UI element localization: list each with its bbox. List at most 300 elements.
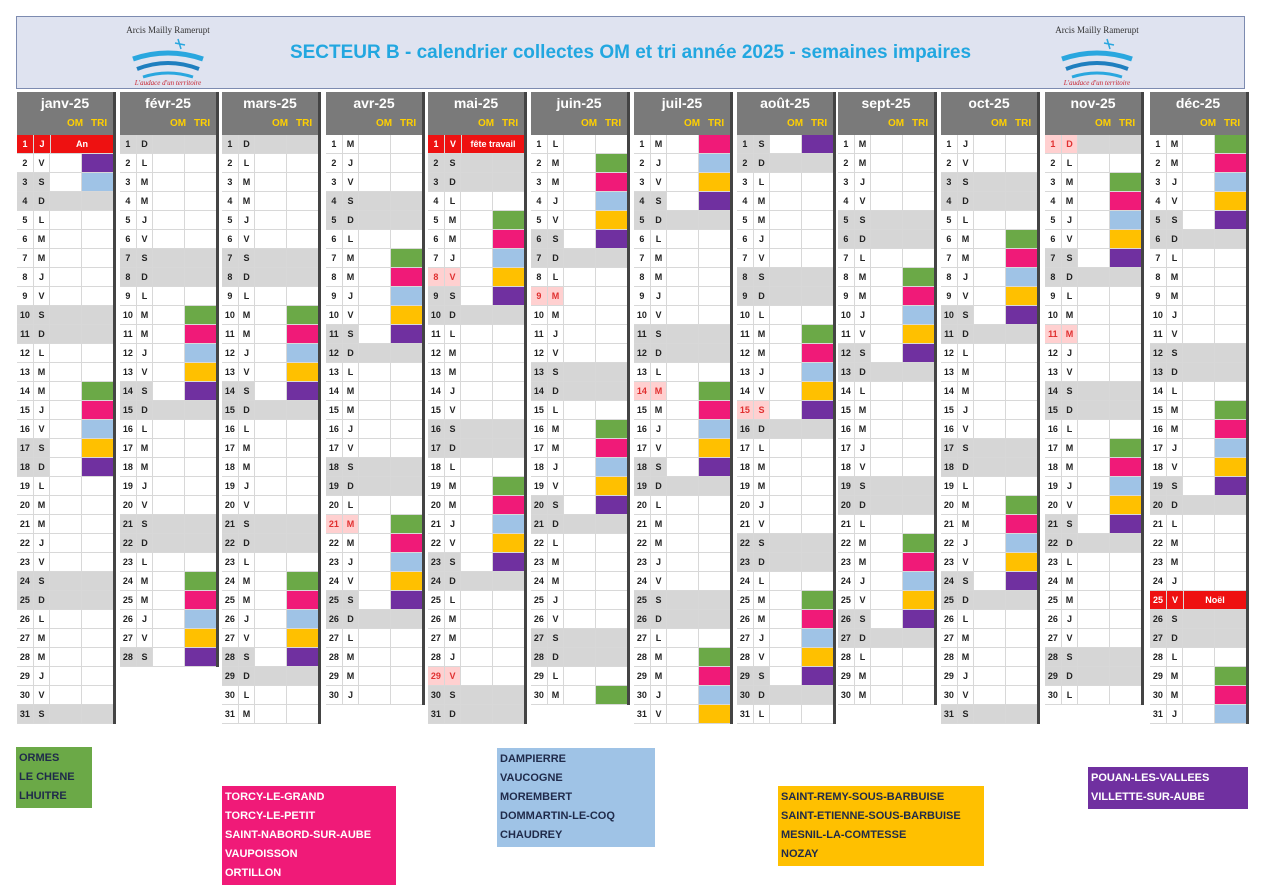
- day-letter: D: [34, 192, 51, 210]
- collection-cell: [770, 344, 801, 362]
- day-letter: D: [958, 192, 975, 210]
- tri-cell: [802, 686, 833, 704]
- day-letter: M: [239, 173, 256, 191]
- day-number: 31: [222, 705, 239, 723]
- collection-cell: [564, 477, 595, 495]
- tri-cell: [493, 610, 524, 628]
- day-letter: D: [137, 135, 154, 153]
- day-number: 5: [120, 211, 137, 229]
- day-letter: L: [651, 629, 668, 647]
- day-row: [531, 135, 627, 154]
- collection-cell: [770, 211, 801, 229]
- tri-cell: [185, 458, 216, 476]
- tri-cell: [1110, 591, 1141, 609]
- tri-cell: [1006, 154, 1037, 172]
- tri-cell: [802, 610, 833, 628]
- collection-cell: [1183, 173, 1214, 191]
- day-letter: M: [958, 382, 975, 400]
- day-letter: D: [1062, 667, 1079, 685]
- day-number: 29: [17, 667, 34, 685]
- collection-cell: [461, 591, 492, 609]
- day-row: [634, 135, 730, 154]
- collection-cell: [564, 230, 595, 248]
- collection-cell: [50, 154, 81, 172]
- day-number: 6: [531, 230, 548, 248]
- tri-cell: [903, 382, 934, 400]
- tri-cell: [287, 268, 318, 286]
- day-letter: M: [137, 591, 154, 609]
- day-row: [1150, 325, 1246, 344]
- day-row: [428, 686, 524, 705]
- collection-cell: [1183, 648, 1214, 666]
- collection-cell: [461, 667, 492, 685]
- tri-cell: [391, 249, 422, 267]
- tri-cell: [287, 401, 318, 419]
- collection-cell: [564, 401, 595, 419]
- day-row: [428, 173, 524, 192]
- day-row: [634, 591, 730, 610]
- day-number: 10: [428, 306, 445, 324]
- day-letter: L: [239, 553, 256, 571]
- collection-cell: [50, 686, 81, 704]
- collection-cell: [461, 629, 492, 647]
- day-number: 28: [634, 648, 651, 666]
- collection-cell: [50, 534, 81, 552]
- day-row: [1045, 173, 1141, 192]
- month-subheader: [1150, 115, 1246, 135]
- day-row: [838, 173, 934, 192]
- day-number: 20: [1150, 496, 1167, 514]
- day-letter: L: [1167, 515, 1184, 533]
- day-row: [1150, 667, 1246, 686]
- tri-cell: [903, 306, 934, 324]
- tri-cell: [903, 325, 934, 343]
- day-letter: D: [1062, 268, 1079, 286]
- collection-cell: [667, 648, 698, 666]
- collection-cell: [153, 344, 184, 362]
- collection-cell: [461, 515, 492, 533]
- day-letter: M: [343, 534, 360, 552]
- day-row: [120, 249, 216, 268]
- day-row: [531, 154, 627, 173]
- tri-cell: [699, 363, 730, 381]
- collection-cell: [871, 686, 902, 704]
- legend-yellow: [778, 786, 984, 866]
- day-letter: M: [343, 382, 360, 400]
- collection-cell: [871, 610, 902, 628]
- day-number: 6: [428, 230, 445, 248]
- tri-cell: [185, 268, 216, 286]
- tri-cell: [903, 553, 934, 571]
- tri-cell: [903, 135, 934, 153]
- day-row: [222, 477, 318, 496]
- day-letter: M: [1062, 173, 1079, 191]
- collection-cell: [1183, 325, 1214, 343]
- collection-cell: [871, 572, 902, 590]
- tri-cell: [1006, 610, 1037, 628]
- tri-cell: [1215, 230, 1246, 248]
- day-row: [1045, 572, 1141, 591]
- day-row: [531, 534, 627, 553]
- tri-cell: [903, 268, 934, 286]
- collection-cell: [871, 173, 902, 191]
- day-number: 9: [941, 287, 958, 305]
- day-number: 30: [531, 686, 548, 704]
- tri-cell: [185, 629, 216, 647]
- day-letter: M: [651, 401, 668, 419]
- day-letter: L: [754, 306, 771, 324]
- tri-cell: [1215, 211, 1246, 229]
- month-title: févr-25: [120, 92, 216, 115]
- day-number: 26: [941, 610, 958, 628]
- day-row: [941, 249, 1037, 268]
- tri-cell: [1006, 629, 1037, 647]
- month-title: juin-25: [531, 92, 627, 115]
- day-letter: M: [239, 325, 256, 343]
- collection-cell: [564, 515, 595, 533]
- collection-cell: [461, 553, 492, 571]
- day-row: [737, 325, 833, 344]
- collection-cell: [770, 173, 801, 191]
- day-row: [428, 572, 524, 591]
- collection-cell: [461, 420, 492, 438]
- day-letter: S: [651, 458, 668, 476]
- day-letter: M: [651, 515, 668, 533]
- day-letter: M: [651, 648, 668, 666]
- day-letter: J: [855, 439, 872, 457]
- tri-cell: [802, 534, 833, 552]
- day-letter: V: [651, 439, 668, 457]
- tri-cell: [287, 572, 318, 590]
- collection-cell: [1183, 667, 1214, 685]
- tri-cell: [82, 629, 113, 647]
- day-letter: M: [343, 135, 360, 153]
- day-letter: L: [855, 382, 872, 400]
- day-letter: S: [34, 306, 51, 324]
- day-row: [838, 477, 934, 496]
- collection-cell: [359, 648, 390, 666]
- tri-cell: [82, 401, 113, 419]
- day-number: 17: [326, 439, 343, 457]
- tri-cell: [493, 382, 524, 400]
- day-letter: J: [343, 287, 360, 305]
- day-row: [120, 325, 216, 344]
- day-letter: M: [1062, 572, 1079, 590]
- day-letter: D: [239, 534, 256, 552]
- tri-cell: [391, 230, 422, 248]
- day-number: 30: [222, 686, 239, 704]
- collection-cell: [871, 629, 902, 647]
- day-row: [17, 401, 113, 420]
- day-number: 27: [1045, 629, 1062, 647]
- day-letter: L: [137, 287, 154, 305]
- day-row: [326, 306, 422, 325]
- tri-cell: [802, 477, 833, 495]
- day-letter: S: [239, 648, 256, 666]
- day-number: 4: [941, 192, 958, 210]
- day-row: [222, 325, 318, 344]
- day-letter: S: [754, 667, 771, 685]
- legend-commune: VAUCOGNE: [500, 772, 563, 784]
- collection-cell: [564, 648, 595, 666]
- collection-cell: [1078, 629, 1109, 647]
- day-row: [1045, 496, 1141, 515]
- day-number: 12: [1045, 344, 1062, 362]
- tri-cell: [391, 458, 422, 476]
- day-letter: J: [855, 306, 872, 324]
- day-row: [222, 591, 318, 610]
- day-number: 3: [634, 173, 651, 191]
- day-letter: S: [239, 515, 256, 533]
- tri-cell: [1215, 534, 1246, 552]
- collection-cell: [770, 420, 801, 438]
- day-number: 13: [1150, 363, 1167, 381]
- day-row: [941, 135, 1037, 154]
- tri-cell: [1215, 610, 1246, 628]
- day-row: [634, 458, 730, 477]
- day-number: 19: [1150, 477, 1167, 495]
- tri-cell: [493, 686, 524, 704]
- tri-cell: [82, 230, 113, 248]
- day-number: 14: [17, 382, 34, 400]
- day-letter: M: [34, 496, 51, 514]
- day-number: 4: [838, 192, 855, 210]
- tri-cell: [802, 325, 833, 343]
- collection-cell: [564, 382, 595, 400]
- day-row: [737, 306, 833, 325]
- tri-cell: [287, 610, 318, 628]
- day-letter: D: [855, 629, 872, 647]
- day-row: [737, 648, 833, 667]
- day-row: [1045, 268, 1141, 287]
- day-row: [634, 344, 730, 363]
- day-letter: M: [651, 249, 668, 267]
- tri-cell: [802, 553, 833, 571]
- tri-cell: [596, 667, 627, 685]
- collection-cell: [1183, 553, 1214, 571]
- tri-cell: [287, 173, 318, 191]
- day-number: 1: [531, 135, 548, 153]
- tri-cell: [1110, 401, 1141, 419]
- day-row: [428, 477, 524, 496]
- tri-cell: [493, 667, 524, 685]
- tri-cell: [1215, 249, 1246, 267]
- day-row: [838, 382, 934, 401]
- day-number: 15: [326, 401, 343, 419]
- tri-cell: [1006, 401, 1037, 419]
- day-letter: L: [754, 173, 771, 191]
- day-row: [737, 572, 833, 591]
- day-number: 28: [326, 648, 343, 666]
- tri-cell: [802, 591, 833, 609]
- day-letter: S: [548, 230, 565, 248]
- day-row: [941, 572, 1037, 591]
- collection-cell: [974, 230, 1005, 248]
- day-number: 7: [1150, 249, 1167, 267]
- day-letter: J: [445, 249, 462, 267]
- day-letter: J: [445, 382, 462, 400]
- day-number: 13: [222, 363, 239, 381]
- day-letter: V: [958, 686, 975, 704]
- collection-cell: [461, 496, 492, 514]
- day-number: 22: [838, 534, 855, 552]
- day-row: [531, 211, 627, 230]
- day-row: [17, 287, 113, 306]
- day-letter: J: [548, 192, 565, 210]
- tri-cell: [1215, 363, 1246, 381]
- day-number: 22: [120, 534, 137, 552]
- day-number: 30: [326, 686, 343, 704]
- tri-cell: [596, 173, 627, 191]
- tri-cell: [185, 192, 216, 210]
- tri-cell: [1006, 363, 1037, 381]
- collection-cell: [255, 306, 286, 324]
- collection-cell: [359, 268, 390, 286]
- collection-cell: [153, 382, 184, 400]
- tri-cell: [802, 401, 833, 419]
- tri-cell: [699, 401, 730, 419]
- day-number: 10: [17, 306, 34, 324]
- tri-label: TRI: [708, 118, 725, 129]
- day-row: [838, 135, 934, 154]
- day-letter: J: [1167, 705, 1184, 723]
- collection-cell: [461, 382, 492, 400]
- tri-cell: [287, 686, 318, 704]
- collection-cell: [564, 629, 595, 647]
- day-row: [326, 686, 422, 705]
- day-number: 21: [737, 515, 754, 533]
- day-letter: V: [548, 477, 565, 495]
- column-shadow: [934, 92, 937, 705]
- day-row: [531, 439, 627, 458]
- day-letter: M: [137, 192, 154, 210]
- collection-cell: [667, 686, 698, 704]
- day-row: [428, 401, 524, 420]
- day-row: [17, 496, 113, 515]
- collection-cell: [770, 230, 801, 248]
- day-row: [531, 553, 627, 572]
- day-row: [428, 534, 524, 553]
- tri-cell: [391, 439, 422, 457]
- tri-cell: [1215, 439, 1246, 457]
- day-letter: V: [445, 268, 462, 286]
- day-number: 2: [222, 154, 239, 172]
- collection-cell: [461, 211, 492, 229]
- day-number: 10: [1045, 306, 1062, 324]
- tri-cell: [1110, 192, 1141, 210]
- collection-cell: [50, 325, 81, 343]
- day-row: [17, 230, 113, 249]
- legend-commune: VAUPOISSON: [225, 848, 298, 860]
- collection-cell: [974, 458, 1005, 476]
- tri-cell: [185, 344, 216, 362]
- tri-cell: [596, 572, 627, 590]
- day-letter: L: [1062, 154, 1079, 172]
- day-letter: L: [958, 610, 975, 628]
- collection-cell: [153, 458, 184, 476]
- day-row: [326, 325, 422, 344]
- collection-cell: [359, 629, 390, 647]
- day-number: 6: [1150, 230, 1167, 248]
- tri-cell: [287, 306, 318, 324]
- day-letter: V: [651, 306, 668, 324]
- day-number: 14: [838, 382, 855, 400]
- day-letter: L: [651, 363, 668, 381]
- collection-cell: [153, 572, 184, 590]
- day-row: [838, 439, 934, 458]
- column-shadow: [627, 92, 630, 705]
- day-number: 30: [737, 686, 754, 704]
- day-row: [1045, 591, 1141, 610]
- day-letter: V: [445, 667, 462, 685]
- day-number: 15: [1150, 401, 1167, 419]
- collection-cell: [359, 610, 390, 628]
- day-row: [222, 154, 318, 173]
- day-letter: V: [1062, 629, 1079, 647]
- day-row: [737, 458, 833, 477]
- collection-cell: [1183, 610, 1214, 628]
- collection-cell: [667, 458, 698, 476]
- day-row: [737, 268, 833, 287]
- tri-cell: [903, 154, 934, 172]
- day-letter: M: [34, 249, 51, 267]
- tri-cell: [1215, 382, 1246, 400]
- day-row: [634, 211, 730, 230]
- tri-cell: [596, 363, 627, 381]
- day-row: [838, 344, 934, 363]
- day-row: [1150, 591, 1246, 610]
- day-letter: J: [137, 344, 154, 362]
- day-letter: D: [1167, 496, 1184, 514]
- tri-cell: [82, 458, 113, 476]
- collection-cell: [667, 496, 698, 514]
- day-letter: J: [1167, 439, 1184, 457]
- collection-cell: [50, 458, 81, 476]
- collection-cell: [667, 667, 698, 685]
- day-letter: D: [651, 211, 668, 229]
- collection-cell: [667, 211, 698, 229]
- day-letter: L: [343, 629, 360, 647]
- day-number: 11: [428, 325, 445, 343]
- tri-cell: [699, 705, 730, 723]
- day-row: [17, 363, 113, 382]
- day-letter: V: [958, 420, 975, 438]
- day-number: 12: [941, 344, 958, 362]
- day-row: [17, 553, 113, 572]
- day-number: 14: [326, 382, 343, 400]
- day-row: [120, 534, 216, 553]
- collection-cell: [1078, 325, 1109, 343]
- collection-cell: [50, 173, 81, 191]
- collection-cell: [974, 515, 1005, 533]
- day-letter: J: [137, 477, 154, 495]
- legend-commune: CHAUDREY: [500, 829, 563, 841]
- tri-cell: [493, 534, 524, 552]
- tri-cell: [596, 458, 627, 476]
- day-row: [1150, 306, 1246, 325]
- tri-cell: [185, 401, 216, 419]
- day-number: 13: [428, 363, 445, 381]
- day-row: [531, 325, 627, 344]
- day-letter: J: [1062, 211, 1079, 229]
- collection-cell: [667, 591, 698, 609]
- tri-cell: [903, 439, 934, 457]
- day-row: [428, 667, 524, 686]
- day-row: [222, 458, 318, 477]
- day-row: [941, 477, 1037, 496]
- day-letter: S: [34, 439, 51, 457]
- day-number: 13: [326, 363, 343, 381]
